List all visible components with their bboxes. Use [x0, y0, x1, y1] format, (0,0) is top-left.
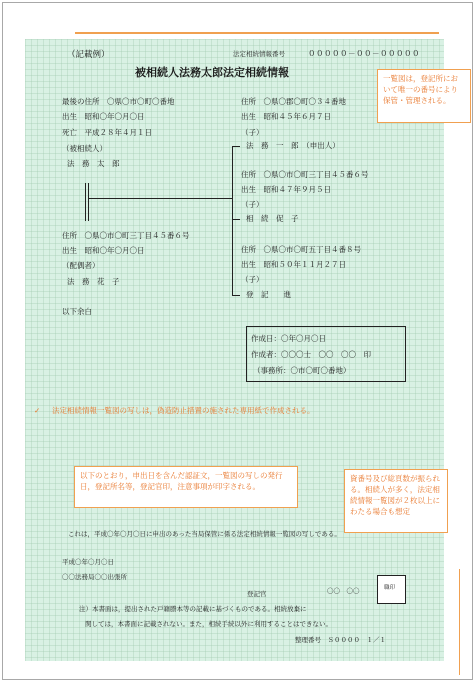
registrar-seal	[377, 575, 406, 604]
bureau-name: 〇〇法務局〇〇出張所	[62, 573, 127, 581]
child2-name: 相 続 促 子	[246, 214, 299, 223]
seal-text: 職印	[384, 585, 396, 591]
creator-name: 作成者：〇〇〇士 〇〇 〇〇 印	[251, 350, 371, 359]
registrar-label: 登記官	[247, 590, 267, 598]
marriage-line-right	[88, 183, 89, 221]
child1-name: 法 務 一 郎 （申出人）	[246, 141, 340, 150]
callout-pointer-line	[459, 569, 460, 675]
child1-role: （子）	[241, 128, 264, 137]
example-label: （記載例）	[67, 50, 110, 60]
top-rule	[75, 32, 439, 34]
document-sheet	[25, 39, 458, 661]
spouse-address: 住所 〇県〇市〇町三丁目４５番６号	[62, 231, 190, 240]
decedent-role: （被相続人）	[62, 144, 107, 153]
creator-date: 作成日：〇年〇月〇日	[251, 334, 326, 343]
child3-name: 登 記 進	[246, 290, 291, 299]
child3-born: 出生 昭和５０年１１月２７日	[241, 260, 346, 269]
child3-branch	[232, 295, 240, 296]
note-line-1: 注）本書面は，提出された戸籍謄本等の記載に基づくものである。相続放棄に	[79, 605, 307, 613]
callout-certification: 以下のとおり，申出日を含んだ認証文，一覧図の写しの発行日，登記所名等，登記官印，注意事項が印字される。	[74, 466, 298, 508]
child1-branch	[232, 146, 240, 147]
child3-role: （子）	[241, 275, 264, 284]
marriage-line-left	[85, 183, 86, 221]
document-title: 被相続人法務太郎法定相続情報	[135, 66, 289, 79]
serial-label: 法定相続情報番号	[233, 50, 285, 58]
check-icon: ✓	[34, 406, 41, 415]
issue-date: 平成〇年〇月〇日	[62, 558, 114, 566]
child2-address: 住所 〇県〇市〇町三丁目４５番６号	[241, 170, 369, 179]
certification-text: これは，平成〇年〇月〇日に申出のあった当局保管に係る法定相続情報一覧図の写しである。	[68, 530, 341, 538]
child2-role: （子）	[241, 200, 264, 209]
child2-born: 出生 昭和４７年９月５日	[241, 185, 331, 194]
note-line-2: 関しては，本書面に記載されない。また，相続手続以外に利用することはできない。	[85, 620, 332, 628]
callout-registry: 一覧図は，登記所において唯一の番号により保管・管理される。	[377, 69, 471, 123]
decedent-born: 出生 昭和〇年〇月〇日	[62, 112, 145, 121]
decedent-died: 死亡 平成２８年４月１日	[62, 128, 152, 137]
child1-born: 出生 昭和４５年６月７日	[241, 112, 331, 121]
decedent-name: 法 務 太 郎	[67, 159, 120, 168]
remainder-text: 以下余白	[62, 307, 92, 316]
decedent-address: 最後の住所 〇県〇市〇町〇番地	[62, 97, 175, 106]
descent-line	[89, 198, 232, 199]
callout-page-number: 資番号及び総頁数が振られる。相続人が多く，法定相続情報一覧図が２枚以上にわたる場合も想定	[344, 469, 448, 533]
child3-address: 住所 〇県〇市〇町五丁目４番８号	[241, 245, 361, 254]
serial-value: ０００００－００－０００００	[308, 49, 420, 58]
page-number: 整理番号 Ｓ００００ １／１	[295, 636, 386, 644]
children-trunk-line	[232, 146, 233, 296]
child1-address: 住所 〇県〇郡〇町〇３４番地	[241, 97, 346, 106]
spouse-born: 出生 昭和〇年〇月〇日	[62, 246, 145, 255]
spouse-name: 法 務 花 子	[67, 277, 120, 286]
registrar-name: 〇〇 〇〇	[327, 587, 360, 595]
special-paper-note: 法定相続情報一覧図の写しは，偽造防止措置の施された専用紙で作成される。	[52, 406, 315, 415]
creator-office: （事務所：〇市〇町〇番地）	[253, 366, 351, 375]
spouse-role: （配偶者）	[62, 261, 100, 270]
child2-branch	[232, 219, 240, 220]
